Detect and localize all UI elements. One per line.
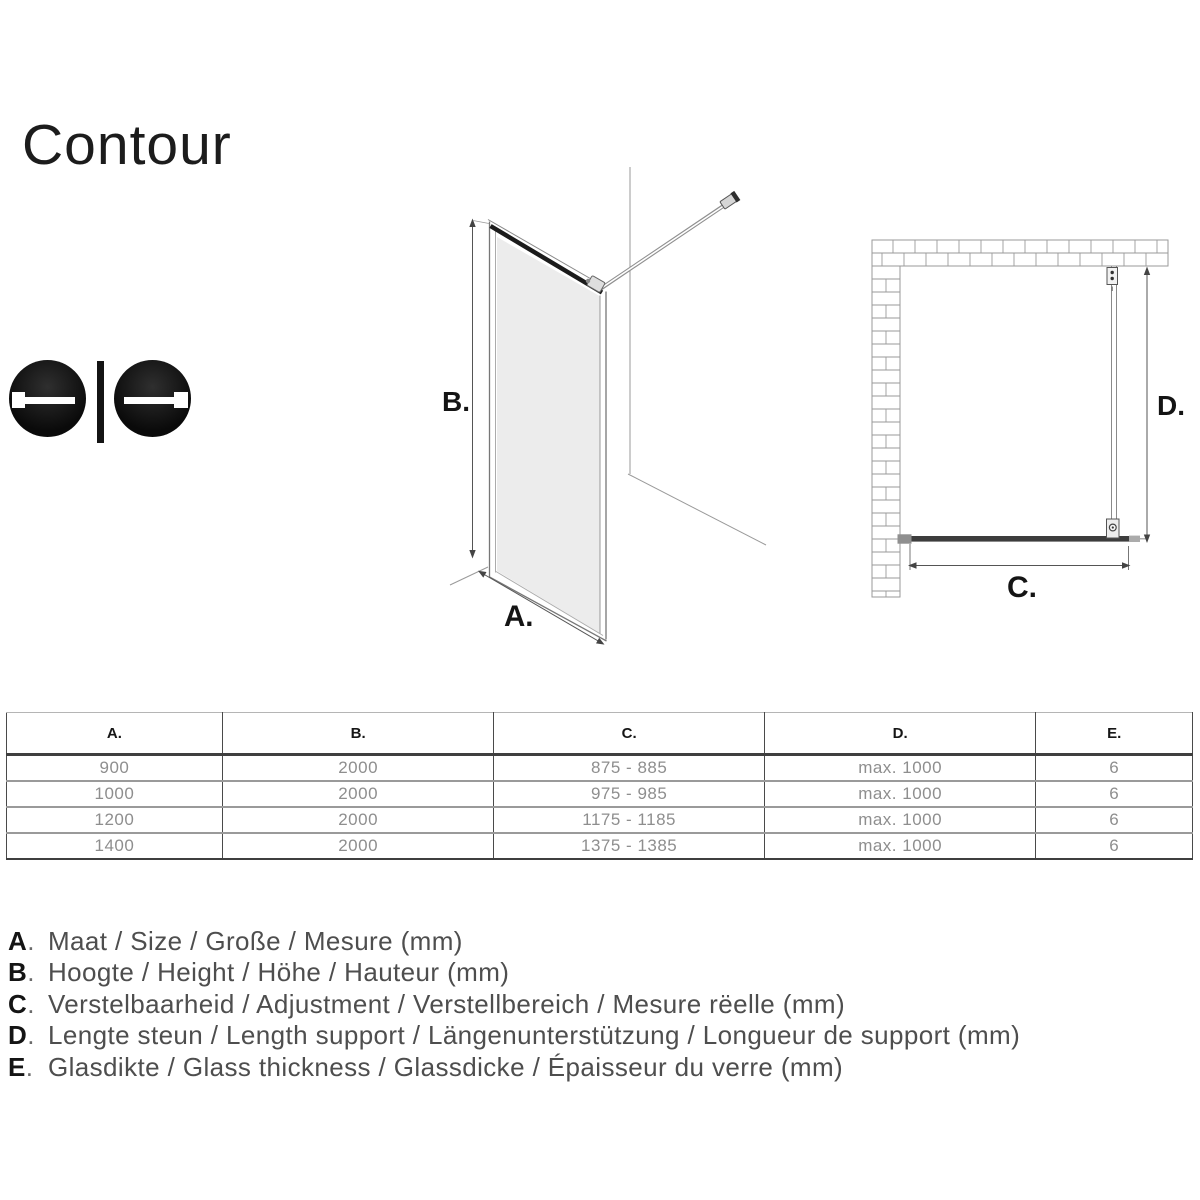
dimension-b-arrow-down (469, 550, 475, 559)
adjustment-dimension-label: C. (1007, 571, 1037, 604)
table-row (7, 755, 1193, 782)
legend-key: D. (8, 1020, 35, 1051)
table-header-row (7, 713, 1193, 755)
glass-panel (497, 237, 600, 633)
clamp-screw-dot (1112, 526, 1114, 528)
table-cell: 1000 (7, 781, 223, 807)
table-cell: 6 (1036, 833, 1193, 859)
table-cell: 6 (1036, 781, 1193, 807)
dimension-a-arrow-left (478, 571, 487, 578)
perspective-diagram-svg (420, 150, 790, 710)
legend-text: Lengte steun / Length support / Längenunterstützung / Longueur de support (mm) (48, 1020, 1021, 1051)
table-header-cell: B. (222, 713, 494, 755)
legend-item (8, 926, 1020, 957)
table-cell: 1200 (7, 807, 223, 833)
table-cell: max. 1000 (764, 755, 1036, 782)
dimension-table (6, 712, 1193, 860)
legend-key: E. (8, 1051, 34, 1082)
bar-wall-bracket (1107, 268, 1118, 285)
legend-key: C. (8, 988, 35, 1019)
legend-item (8, 957, 1020, 988)
support-arm-core (602, 204, 727, 288)
icon-divider (97, 361, 104, 443)
table-header-cell: C. (494, 713, 764, 755)
legend (8, 926, 1020, 1083)
table-header-cell: A. (7, 713, 223, 755)
clamp-knob (586, 279, 590, 283)
wall-mount-glyph (12, 392, 25, 408)
table-cell: 1175 - 1185 (494, 807, 764, 833)
table-cell: 975 - 985 (494, 781, 764, 807)
floor-line-right (628, 474, 766, 545)
table-body (7, 755, 1193, 860)
bracket-screw (1111, 271, 1114, 274)
table-cell: max. 1000 (764, 807, 1036, 833)
legend-text: Maat / Size / Große / Mesure (mm) (48, 926, 463, 956)
top-view-diagram-svg (850, 225, 1200, 625)
table-header-cell: E. (1036, 713, 1193, 755)
table-cell: 6 (1036, 807, 1193, 833)
wall-mount-glyph (174, 392, 188, 408)
width-dimension-label: A. (504, 600, 534, 633)
height-dimension-label: B. (442, 386, 470, 417)
legend-item (8, 1052, 1020, 1083)
table-cell: 6 (1036, 755, 1193, 782)
table-cell: max. 1000 (764, 781, 1036, 807)
table-cell: 1375 - 1385 (494, 833, 764, 859)
table-cell: 2000 (222, 833, 494, 859)
glass-end-cap (1129, 536, 1140, 542)
glass-panel-bar-left-icon (9, 360, 86, 437)
legend-text: Glasdikte / Glass thickness / Glassdicke / Épaisseur du verre (mm) (48, 1051, 844, 1082)
page-title: Contour (22, 113, 232, 177)
dimension-b-arrow-up (469, 219, 475, 228)
legend-text: Hoogte / Height / Höhe / Hauteur (mm) (48, 957, 510, 988)
table-cell: 875 - 885 (494, 755, 764, 782)
legend-key: B. (8, 957, 35, 988)
legend-text: Verstelbaarheid / Adjustment / Verstellbereich / Mesure rëelle (mm) (48, 988, 846, 1019)
legend-item (8, 1020, 1020, 1051)
dimension-d-arrow-up (1144, 267, 1150, 276)
glass-panel-bar-right-icon (114, 360, 191, 437)
legend-key: A. (8, 926, 35, 956)
table-cell: 1400 (7, 833, 223, 859)
dimension-b-tick (473, 221, 489, 224)
table-cell: 2000 (222, 807, 494, 833)
table-cell: 2000 (222, 781, 494, 807)
table-cell: max. 1000 (764, 833, 1036, 859)
legend-item (8, 989, 1020, 1020)
table-cell: 2000 (222, 755, 494, 782)
support-dimension-label: D. (1157, 390, 1185, 421)
table-header-cell: D. (764, 713, 1036, 755)
glass-panel-plan (903, 536, 1129, 542)
table-row (7, 781, 1193, 807)
bracket-screw (1111, 277, 1114, 280)
table-cell: 900 (99, 758, 130, 777)
glass-wall-bracket (898, 534, 912, 543)
dimension-c-arrow-right (1122, 562, 1131, 568)
table-row (7, 833, 1193, 859)
dimension-c-arrow-left (908, 562, 917, 568)
table-row (7, 807, 1193, 833)
